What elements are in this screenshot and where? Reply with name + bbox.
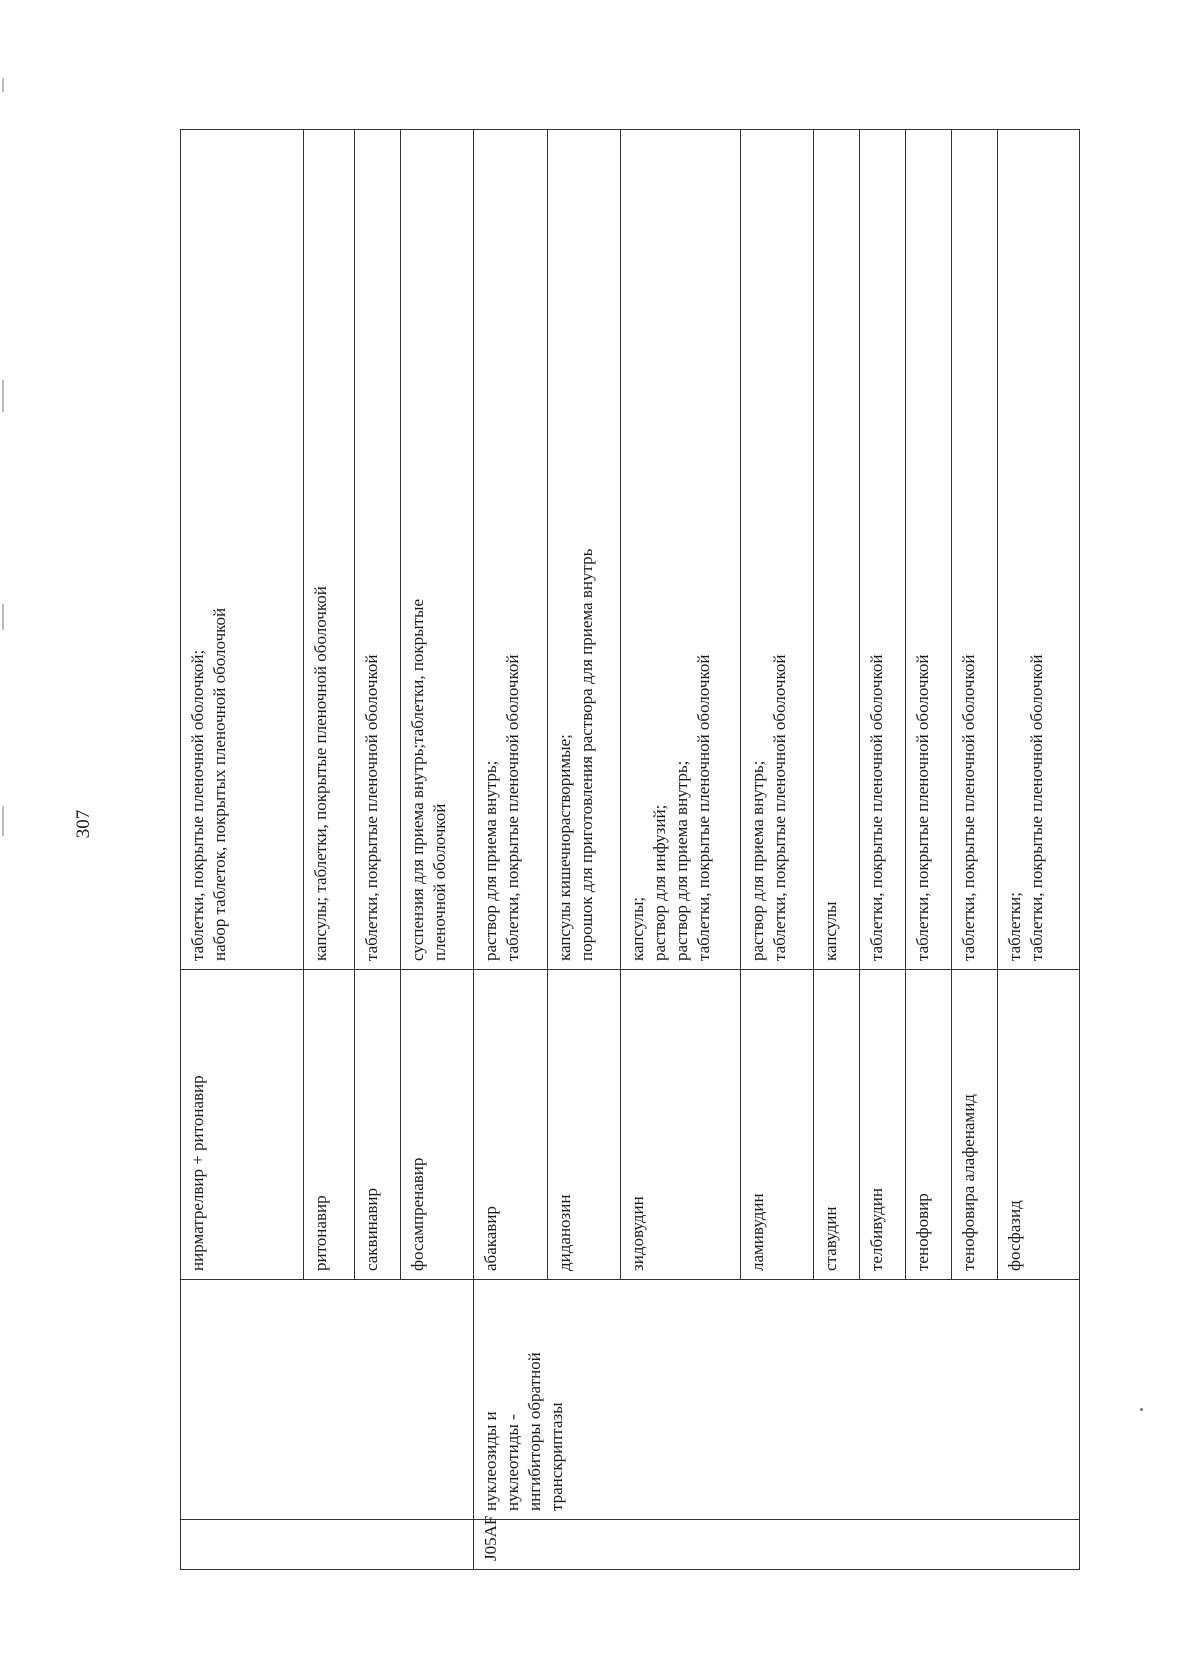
scan-edge-mark bbox=[2, 380, 4, 412]
drug-name-cell: диданозин bbox=[547, 970, 621, 1280]
drug-name-cell: саквинавир bbox=[354, 970, 400, 1280]
dosage-form-cell: суспензия для приема внутрь;таблетки, покрытые пленочной оболочкой bbox=[400, 130, 474, 970]
rotated-table-container bbox=[180, 130, 1080, 1570]
drug-name-cell: ритонавир bbox=[303, 970, 354, 1280]
scan-edge-mark bbox=[2, 78, 4, 92]
dosage-form-cell: таблетки; таблетки, покрытые пленочной оболочкой bbox=[998, 130, 1080, 970]
drug-table bbox=[180, 129, 1080, 1570]
dosage-form-cell: капсулы bbox=[814, 130, 860, 970]
drug-name-cell: телбивудин bbox=[860, 970, 906, 1280]
group-cell bbox=[181, 1280, 474, 1520]
scan-edge-mark bbox=[2, 604, 4, 630]
group-cell: нуклеозиды и нуклеотиды - ингибиторы обратной транскриптазы bbox=[474, 1280, 1080, 1520]
dosage-form-cell: капсулы кишечнорастворимые; порошок для приготовления раствора для приема внутрь bbox=[547, 130, 621, 970]
dosage-form-cell: раствор для приема внутрь; таблетки, покрытые пленочной оболочкой bbox=[474, 130, 548, 970]
dosage-form-cell: капсулы; таблетки, покрытые пленочной оболочкой bbox=[303, 130, 354, 970]
scan-edge-mark bbox=[2, 806, 4, 836]
drug-name-cell: тенофовира алафенамид bbox=[952, 970, 998, 1280]
dosage-form-cell: таблетки, покрытые пленочной оболочкой bbox=[952, 130, 998, 970]
drug-name-cell: тенофовир bbox=[906, 970, 952, 1280]
drug-name-cell: нирматрелвир + ритонавир bbox=[181, 970, 304, 1280]
page-number: 307 bbox=[73, 809, 94, 839]
atc-code-cell bbox=[181, 1520, 474, 1570]
dosage-form-cell: раствор для приема внутрь; таблетки, покрытые пленочной оболочкой bbox=[740, 130, 814, 970]
drug-name-cell: ставудин bbox=[814, 970, 860, 1280]
drug-name-cell: зидовудин bbox=[621, 970, 741, 1280]
drug-name-cell: ламивудин bbox=[740, 970, 814, 1280]
table-row bbox=[181, 130, 304, 1570]
dosage-form-cell: таблетки, покрытые пленочной оболочкой bbox=[906, 130, 952, 970]
dosage-form-cell: таблетки, покрытые пленочной оболочкой; набор таблеток, покрытых пленочной оболочкой bbox=[181, 130, 304, 970]
table-row bbox=[474, 130, 548, 1570]
drug-name-cell: фосфазид bbox=[998, 970, 1080, 1280]
drug-name-cell: фосампренавир bbox=[400, 970, 474, 1280]
dosage-form-cell: таблетки, покрытые пленочной оболочкой bbox=[860, 130, 906, 970]
dosage-form-cell: капсулы; раствор для инфузий; раствор для приема внутрь; таблетки, покрытые пленочной оболочкой bbox=[621, 130, 741, 970]
drug-table-body bbox=[181, 130, 1080, 1570]
scan-speck bbox=[1140, 1408, 1143, 1411]
dosage-form-cell: таблетки, покрытые пленочной оболочкой bbox=[354, 130, 400, 970]
atc-code-cell: J05AF bbox=[474, 1520, 1080, 1570]
drug-name-cell: абакавир bbox=[474, 970, 548, 1280]
